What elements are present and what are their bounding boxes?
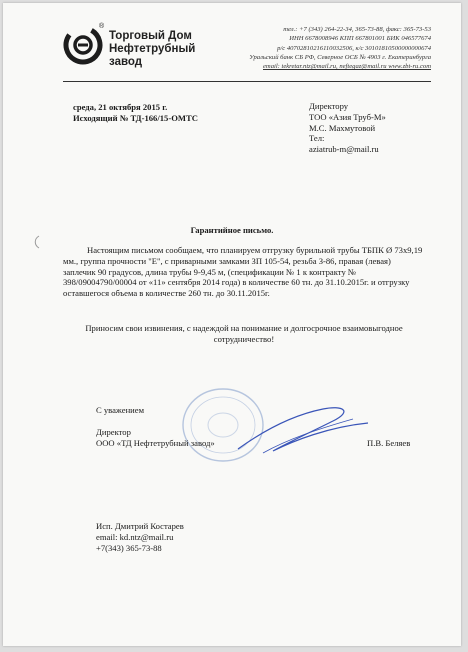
signature-icon bbox=[233, 401, 373, 461]
company-name bbox=[109, 30, 195, 69]
addressee-phone-label: Тел: bbox=[309, 133, 325, 144]
company-name-line: завод bbox=[109, 56, 143, 68]
addressee-email: aziatrub-m@mail.ru bbox=[309, 144, 379, 155]
letterhead-divider bbox=[63, 81, 431, 82]
addressee-name: М.С. Махмутовой bbox=[309, 122, 376, 133]
punch-hole-mark bbox=[33, 235, 41, 249]
addressee-block bbox=[309, 101, 386, 155]
executor-block bbox=[96, 521, 184, 553]
letter-body: Настоящим письмом сообщаем, что планируем отгрузку бурильной трубы ТБПК Ø 73х9,19 мм., группа прочности "Е", с приварными замками ЗП 105-54, резьба З-86, правая (левая) заплечик 90 градусов, длина трубы 9-9,45 м, (спецификации № 1 к контракту № 398/09004790/00004 от «11» сентября 2014 года) в количестве 60 тн. до 31.10.2015г. и отгрузку оставшегося объема в количестве 260 тн. до 30.11.2015г. bbox=[63, 245, 423, 299]
signer-company: ООО «ТД Нефтетрубный завод» bbox=[96, 437, 215, 448]
addressee-role: Директору bbox=[309, 101, 349, 111]
contact-line: тел.: +7 (343) 264-22-34, 365-73-88, факс: 365-73-53 bbox=[283, 26, 431, 33]
company-name-line: Торговый Дом bbox=[109, 30, 192, 42]
letter-title: Гарантийное письмо. bbox=[190, 225, 274, 235]
executor-phone: +7(343) 365-73-88 bbox=[96, 542, 162, 553]
executor-name: Исп. Дмитрий Костарев bbox=[96, 521, 184, 531]
letter-date: среда, 21 октября 2015 г. bbox=[73, 102, 168, 112]
letterhead-contacts bbox=[201, 25, 431, 71]
company-name-line: Нефтетрубный bbox=[109, 43, 196, 55]
closing-phrase: С уважением bbox=[96, 405, 145, 415]
contact-line: ИНН 6678008946 КПП 667801001 БИК 046577674 bbox=[289, 35, 431, 43]
letter-page bbox=[3, 3, 461, 646]
registered-mark: ® bbox=[99, 23, 105, 30]
date-block bbox=[73, 102, 198, 123]
contact-line: Уральский банк СБ РФ, Северное ОСБ № 4903 г. Екатеринбурга bbox=[249, 53, 431, 61]
signer-name: П.В. Беляев bbox=[367, 438, 411, 448]
signer-block bbox=[96, 427, 215, 449]
company-logo-icon bbox=[63, 25, 103, 65]
contact-line: р/с 40702810216110032506, к/с 30101810500000000674 bbox=[277, 44, 431, 52]
executor-email: email: kd.ntz@mail.ru bbox=[96, 531, 174, 542]
outgoing-number: Исходящий № ТД-166/15-ОМТС bbox=[73, 112, 198, 123]
signer-position: Директор bbox=[96, 427, 131, 437]
addressee-company: ТОО «Азия Труб-М» bbox=[309, 111, 386, 122]
letter-apology: Приносим свои извинения, с надеждой на понимание и долгосрочное взаимовыгодное сотрудничество! bbox=[85, 323, 403, 344]
letterhead-email-line: email: tekretar.ntz@mail.ru, neftegaz@mail.ru www.zbt-ru.com bbox=[263, 63, 431, 71]
